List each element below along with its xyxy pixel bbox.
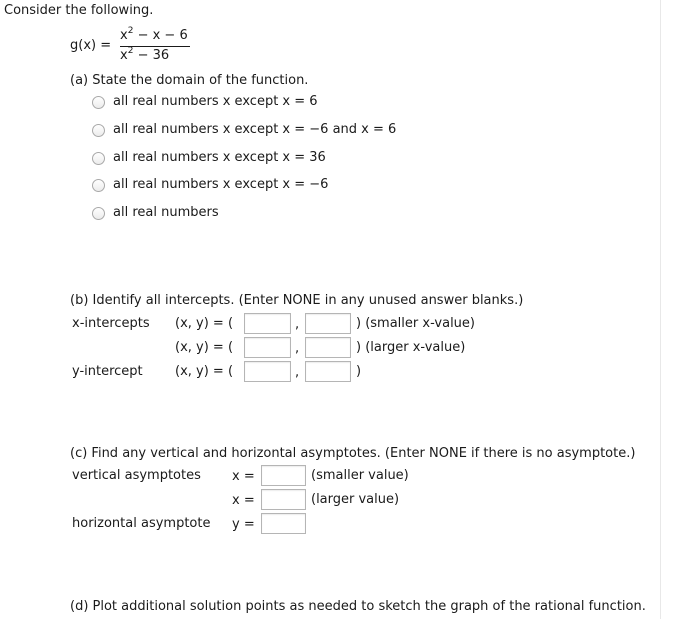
domain-option-radio-4[interactable] <box>92 179 105 192</box>
x-intercept-1-prefix: (x, y) = ( <box>175 316 234 331</box>
horizontal-asymptote-label: horizontal asymptote <box>72 516 211 531</box>
vertical-asymptote-1-hint: (smaller value) <box>311 468 409 483</box>
horizontal-asymptote-yeq: y = <box>232 517 255 532</box>
domain-option-radio-2[interactable] <box>92 124 105 137</box>
y-intercept-label: y-intercept <box>72 364 143 379</box>
x-intercept-1-x-input[interactable] <box>244 313 291 334</box>
x-intercept-2-prefix: (x, y) = ( <box>175 340 234 355</box>
numerator <box>120 28 188 43</box>
y-intercept-suffix: ) <box>356 364 362 379</box>
domain-option-label-5: all real numbers <box>113 205 219 220</box>
numerator-exp: 2 <box>127 26 134 36</box>
horizontal-asymptote-input[interactable] <box>261 513 306 534</box>
x-intercept-2-comma: , <box>295 341 300 356</box>
part-a-question: (a) State the domain of the function. <box>70 73 309 88</box>
domain-option-radio-1[interactable] <box>92 96 105 109</box>
denominator-exp: 2 <box>127 46 134 56</box>
domain-option-label-2: all real numbers x except x = −6 and x = 6 <box>113 122 397 137</box>
vertical-asymptote-1-xeq: x = <box>232 469 255 484</box>
x-intercepts-label: x-intercepts <box>72 316 150 331</box>
x-intercept-1-comma: , <box>295 317 300 332</box>
part-c-question: (c) Find any vertical and horizontal asymptotes. (Enter NONE if there is no asymptote.) <box>70 446 636 461</box>
part-b-question: (b) Identify all intercepts. (Enter NONE in any unused answer blanks.) <box>70 293 524 308</box>
vertical-asymptote-2-hint: (larger value) <box>311 492 400 507</box>
denominator <box>120 48 169 63</box>
x-intercept-1-y-input[interactable] <box>305 313 351 334</box>
vertical-asymptotes-label: vertical asymptotes <box>72 468 201 483</box>
y-intercept-y-input[interactable] <box>305 361 351 382</box>
part-d-question: (d) Plot additional solution points as needed to sketch the graph of the rational function. <box>70 599 646 614</box>
domain-option-radio-5[interactable] <box>92 207 105 220</box>
domain-option-radio-3[interactable] <box>92 152 105 165</box>
x-intercept-2-suffix: ) (larger x-value) <box>356 340 466 355</box>
vertical-asymptote-2-input[interactable] <box>261 489 306 510</box>
y-intercept-prefix: (x, y) = ( <box>175 364 234 379</box>
page-edge-line <box>660 0 661 619</box>
domain-option-label-1: all real numbers x except x = 6 <box>113 94 318 109</box>
numerator-rest: − x − 6 <box>137 28 188 43</box>
x-intercept-2-x-input[interactable] <box>244 337 291 358</box>
denominator-base: x <box>120 48 128 63</box>
vertical-asymptote-2-xeq: x = <box>232 493 255 508</box>
y-intercept-x-input[interactable] <box>244 361 291 382</box>
function-lhs: g(x) = <box>70 38 112 53</box>
intro-text: Consider the following. <box>4 3 154 18</box>
denominator-rest: − 36 <box>137 48 170 63</box>
numerator-base: x <box>120 28 128 43</box>
x-intercept-1-suffix: ) (smaller x-value) <box>356 316 475 331</box>
y-intercept-comma: , <box>295 365 300 380</box>
vertical-asymptote-1-input[interactable] <box>261 465 306 486</box>
x-intercept-2-y-input[interactable] <box>305 337 351 358</box>
domain-option-label-4: all real numbers x except x = −6 <box>113 177 329 192</box>
domain-option-label-3: all real numbers x except x = 36 <box>113 150 326 165</box>
